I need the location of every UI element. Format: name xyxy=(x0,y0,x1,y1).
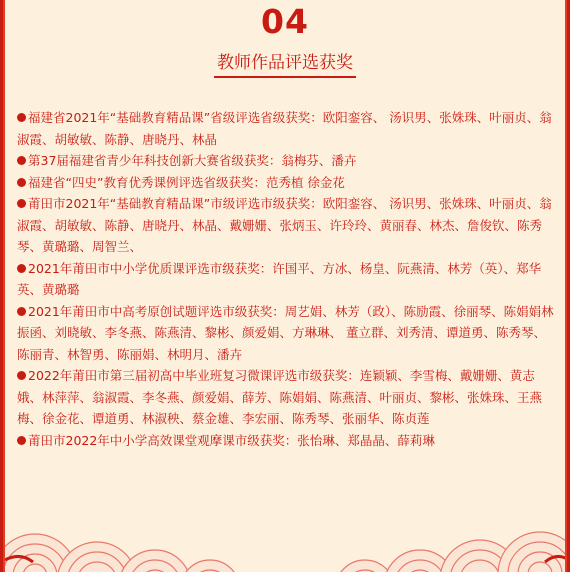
award-text: 2022年莆田市第三届初高中毕业班复习微课评选市级获奖：连颖颖、李雪梅、戴姗姗、黄志娥、林萍萍、翁淑霞、李冬燕、颜爱娟、薛芳、陈娟娟、陈燕清、叶丽贞、黎彬、张姝珠、王燕梅、徐金花、谭道勇、林淑秧、蔡金雄、李宏丽、陈秀琴、张丽华、陈贞莲 xyxy=(17,368,543,426)
bullet-icon xyxy=(17,178,26,187)
award-item xyxy=(17,365,555,430)
award-text: 福建省“四史”教育优秀课例评选省级获奖：范秀植 徐金花 xyxy=(28,174,345,190)
award-text: 莆田市2021年“基础教育精品课”市级评选市级获奖：欧阳銮容、 汤识男、张姝珠、叶丽贞、翁淑霞、胡敏敏、陈静、唐晓丹、林晶、戴姗姗、张炳玉、许玲玲、黄丽春、林杰、詹俊钦、陈秀琴、黄璐璐、周智兰、 xyxy=(17,196,552,254)
bullet-icon xyxy=(17,436,26,445)
award-item xyxy=(17,430,555,452)
award-list xyxy=(17,107,555,451)
section-title xyxy=(5,48,565,78)
bullet-icon xyxy=(17,156,26,165)
award-text: 莆田市2022年中小学高效课堂观摩课市级获奖：张怡琳、郑晶晶、薛莉琳 xyxy=(28,432,435,448)
award-item xyxy=(17,258,555,301)
award-item xyxy=(17,150,555,172)
award-item xyxy=(17,193,555,258)
bullet-icon xyxy=(17,307,26,316)
award-item xyxy=(17,107,555,150)
award-text: 第37届福建省青少年科技创新大赛省级获奖：翁梅芬、潘卉 xyxy=(28,153,357,168)
bullet-icon xyxy=(17,199,26,208)
bullet-icon xyxy=(17,113,26,122)
award-text: 2021年莆田市中高考原创试题评选市级获奖：周艺娟、林芳（政）、陈励霞、徐丽琴、陈娟娟林振函、刘晓敏、李冬燕、陈燕清、黎彬、颜爱娟、方琳琳、 董立群、刘秀清、谭道勇、陈秀琴、陈丽青、林智勇、陈丽娟、林明月、潘卉 xyxy=(17,303,554,362)
bullet-icon xyxy=(17,264,26,273)
section-number: 04 xyxy=(261,2,309,41)
award-card xyxy=(3,0,567,572)
bullet-icon xyxy=(17,371,26,380)
award-item xyxy=(17,172,555,194)
award-text: 2021年莆田市中小学优质课评选市级获奖：许国平、方冰、杨皇、阮燕清、林芳（英）、郑华英、黄璐璐 xyxy=(17,260,542,297)
section-title-text: 教师作品评选获奖 xyxy=(214,48,356,78)
cloud-decoration xyxy=(5,490,567,572)
award-text: 福建省2021年“基础教育精品课”省级评选省级获奖：欧阳銮容、 汤识男、张姝珠、叶丽贞、翁淑霞、胡敏敏、陈静、唐晓丹、林晶 xyxy=(17,110,552,147)
award-item xyxy=(17,301,555,366)
